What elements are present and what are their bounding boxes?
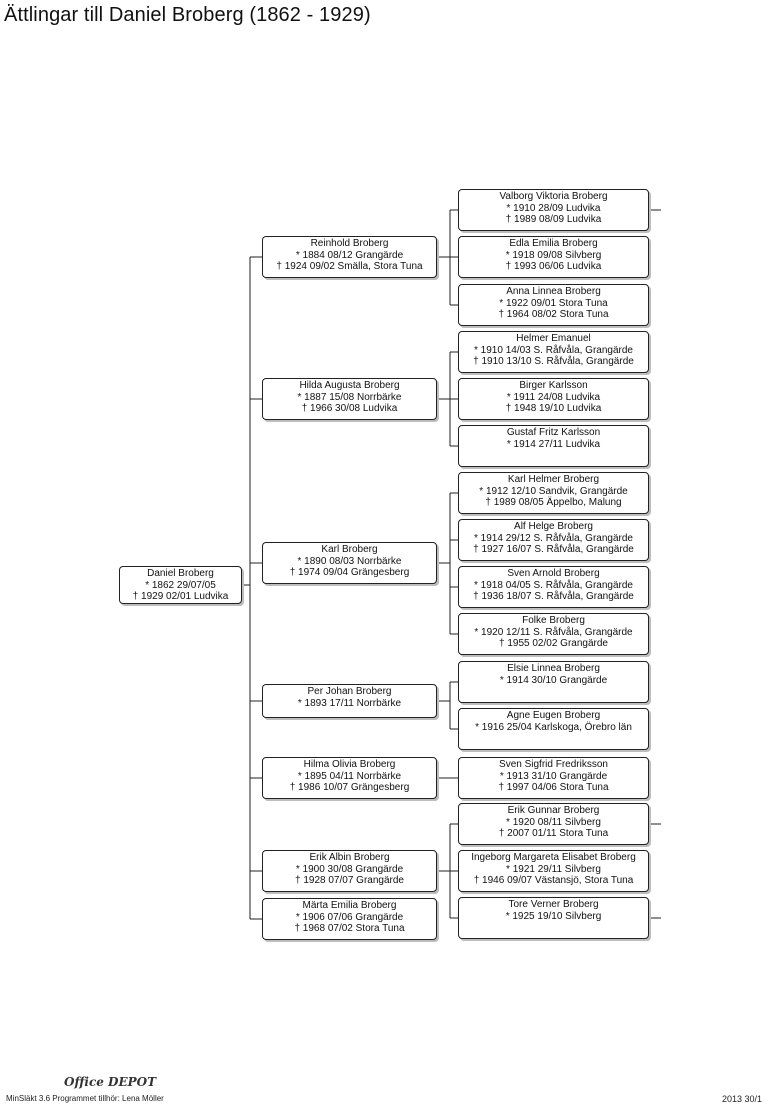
- person-box-grandchild[interactable]: [458, 708, 649, 750]
- person-box-grandchild[interactable]: [458, 613, 649, 655]
- person-name: Helmer Emanuel: [516, 333, 591, 344]
- person-box-grandchild[interactable]: [458, 378, 649, 420]
- person-name: Tore Verner Broberg: [508, 899, 599, 910]
- person-name: Sven Sigfrid Fredriksson: [499, 759, 608, 770]
- birth-info: * 1862 29/07/05: [145, 579, 216, 591]
- death-info: † 1968 07/02 Stora Tuna: [294, 923, 405, 934]
- person-box-grandchild[interactable]: [458, 519, 649, 561]
- birth-info: * 1914 27/11 Ludvika: [506, 438, 601, 450]
- birth-info: * 1895 04/11 Norrbärke: [297, 770, 402, 782]
- death-info: † 1924 09/02 Smälla, Stora Tuna: [276, 261, 423, 272]
- page-title: Ättlingar till Daniel Broberg (1862 - 1929): [4, 4, 371, 26]
- person-name: Alf Helge Broberg: [514, 521, 593, 532]
- death-info: † 1986 10/07 Grängesberg: [289, 782, 410, 793]
- person-box-grandchild[interactable]: [458, 472, 649, 514]
- person-box-grandchild[interactable]: [458, 425, 649, 467]
- birth-info: * 1914 29/12 S. Råfvåla, Grangärde: [474, 532, 633, 544]
- death-info: † 2007 01/11 Stora Tuna: [498, 828, 609, 839]
- person-box-grandchild[interactable]: [458, 566, 649, 608]
- person-box-child[interactable]: [262, 684, 437, 718]
- death-info: † 1966 30/08 Ludvika: [301, 403, 398, 414]
- death-info: † 1964 08/02 Stora Tuna: [498, 309, 609, 320]
- person-box-grandchild[interactable]: [458, 757, 649, 799]
- person-name: Elsie Linnea Broberg: [507, 663, 600, 674]
- person-name: Ingeborg Margareta Elisabet Broberg: [471, 852, 636, 863]
- person-name: Erik Gunnar Broberg: [507, 805, 600, 816]
- person-name: Valborg Viktoria Broberg: [499, 191, 608, 202]
- birth-info: * 1918 09/08 Silvberg: [505, 249, 602, 261]
- person-box-grandchild[interactable]: [458, 189, 649, 231]
- office-depot-logo: Office DEPOT: [64, 1075, 157, 1089]
- death-info: † 1974 09/04 Grängesberg: [289, 567, 410, 578]
- birth-info: * 1900 30/08 Grangärde: [295, 863, 404, 875]
- birth-info: * 1920 08/11 Silvberg: [506, 816, 601, 828]
- birth-info: * 1910 28/09 Ludvika: [506, 202, 601, 214]
- death-info: † 1910 13/10 S. Råfvåla, Grangärde: [473, 356, 634, 367]
- birth-info: * 1916 25/04 Karlskoga, Örebro län: [475, 721, 632, 733]
- person-name: Anna Linnea Broberg: [506, 286, 601, 297]
- person-box-root[interactable]: [119, 566, 242, 604]
- person-box-child[interactable]: [262, 236, 437, 278]
- birth-info: * 1911 24/08 Ludvika: [506, 391, 601, 403]
- birth-info: * 1925 19/10 Silvberg: [505, 910, 602, 922]
- person-box-child[interactable]: [262, 898, 437, 940]
- birth-info: * 1906 07/06 Grangärde: [295, 911, 404, 923]
- death-info: † 1997 04/06 Stora Tuna: [498, 782, 609, 793]
- person-name: Sven Arnold Broberg: [507, 568, 600, 579]
- person-box-grandchild[interactable]: [458, 661, 649, 703]
- person-name: Agne Eugen Broberg: [506, 710, 601, 721]
- death-info: † 1928 07/07 Grangärde: [295, 875, 404, 886]
- birth-info: * 1912 12/10 Sandvik, Grangärde: [479, 485, 628, 497]
- person-box-grandchild[interactable]: [458, 236, 649, 278]
- birth-info: * 1887 15/08 Norrbärke: [297, 391, 402, 403]
- birth-info: * 1920 12/11 S. Råfvåla, Grangärde: [474, 626, 633, 638]
- person-name: Hilda Augusta Broberg: [299, 380, 400, 391]
- person-box-child[interactable]: [262, 757, 437, 799]
- death-info: † 1989 08/09 Ludvika: [505, 214, 602, 225]
- person-name: Birger Karlsson: [519, 380, 588, 391]
- death-info: † 1946 09/07 Västansjö, Stora Tuna: [473, 875, 634, 886]
- person-name: Gustaf Fritz Karlsson: [506, 427, 601, 438]
- person-name: Erik Albin Broberg: [309, 852, 390, 863]
- person-name: Edla Emilia Broberg: [509, 238, 598, 249]
- person-box-child[interactable]: [262, 850, 437, 892]
- person-box-grandchild[interactable]: [458, 897, 649, 939]
- person-box-grandchild[interactable]: [458, 331, 649, 373]
- death-info: † 1948 19/10 Ludvika: [505, 403, 602, 414]
- birth-info: * 1884 08/12 Grangärde: [295, 249, 404, 261]
- person-box-grandchild[interactable]: [458, 850, 649, 892]
- person-box-child[interactable]: [262, 378, 437, 420]
- birth-info: * 1913 31/10 Grangärde: [499, 770, 608, 782]
- person-box-grandchild[interactable]: [458, 284, 649, 326]
- birth-info: * 1910 14/03 S. Råfvåla, Grangärde: [474, 344, 633, 356]
- death-info: † 1936 18/07 S. Råfvåla, Grangärde: [473, 591, 634, 602]
- person-box-child[interactable]: [262, 542, 437, 584]
- birth-info: * 1893 17/11 Norrbärke: [297, 697, 402, 709]
- person-name: Karl Broberg: [321, 544, 378, 555]
- person-name: Karl Helmer Broberg: [507, 474, 600, 485]
- death-info: † 1989 08/05 Äppelbo, Malung: [485, 497, 622, 508]
- person-name: Reinhold Broberg: [310, 238, 389, 249]
- birth-info: * 1922 09/01 Stora Tuna: [499, 297, 608, 309]
- program-credit: MinSläkt 3.6 Programmet tillhör: Lena Möller: [6, 1094, 164, 1103]
- person-name: Folke Broberg: [522, 615, 585, 626]
- person-name: Hilma Olivia Broberg: [303, 759, 396, 770]
- death-info: † 1955 02/02 Grangärde: [499, 638, 608, 649]
- birth-info: * 1914 30/10 Grangärde: [499, 674, 608, 686]
- birth-info: * 1921 29/11 Silvberg: [506, 863, 601, 875]
- person-name: Märta Emilia Broberg: [302, 900, 397, 911]
- death-info: † 1993 06/06 Ludvika: [505, 261, 602, 272]
- person-name: Per Johan Broberg: [307, 686, 392, 697]
- death-info: † 1929 02/01 Ludvika: [132, 591, 229, 602]
- person-box-grandchild[interactable]: [458, 803, 649, 845]
- person-name: Daniel Broberg: [147, 568, 214, 579]
- birth-info: * 1918 04/05 S. Råfvåla, Grangärde: [474, 579, 633, 591]
- death-info: † 1927 16/07 S. Råfvåla, Grangärde: [473, 544, 634, 555]
- birth-info: * 1890 08/03 Norrbärke: [297, 555, 402, 567]
- print-date: 2013 30/1: [722, 1094, 763, 1104]
